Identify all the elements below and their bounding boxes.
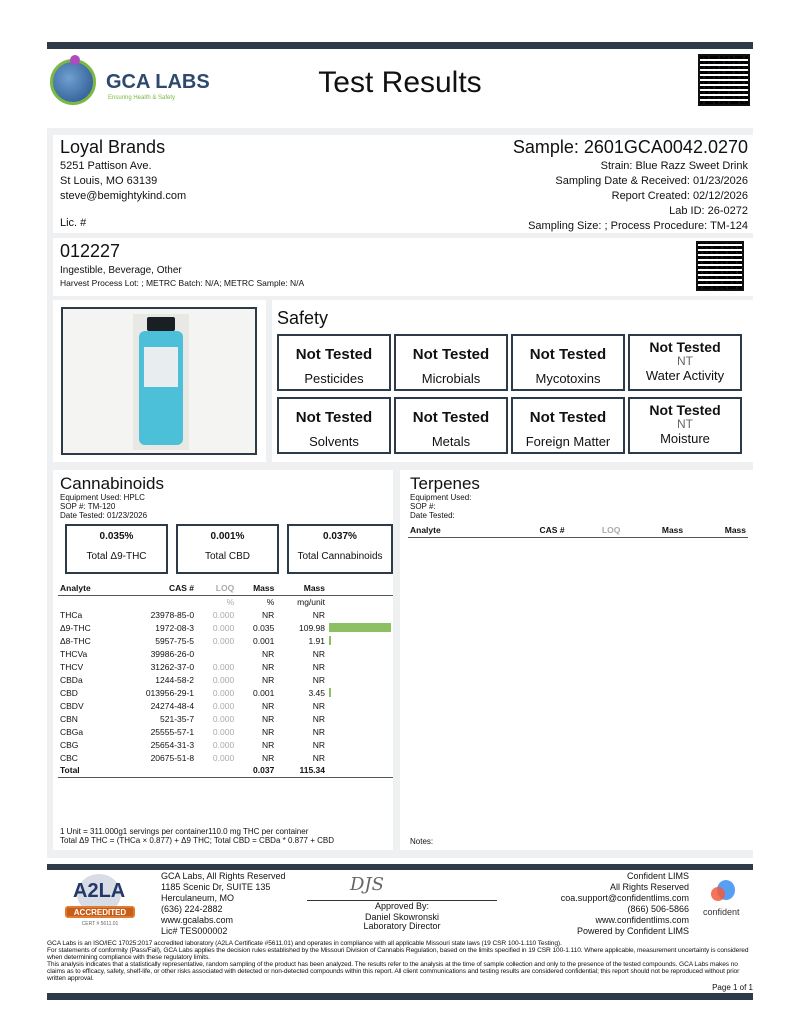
formula-note: Total Δ9 THC = (THCa × 0.877) + Δ9 THC; Total CBD = CBDa * 0.877 + CBD: [60, 836, 334, 845]
footer-bottom: [47, 940, 753, 1000]
cas-number: 39986-26-0: [150, 648, 195, 659]
table-row: [58, 634, 393, 647]
safety-status: Not Tested: [412, 346, 490, 363]
cas-number: 013956-29-1: [145, 687, 195, 698]
signer-title: Laboratory Director: [363, 921, 441, 931]
cas-number: 1244-58-2: [155, 674, 195, 685]
lims-line: (866) 506-5866: [627, 904, 689, 914]
cas-number: 23978-85-0: [150, 609, 195, 620]
loq: 0.000: [212, 687, 235, 698]
mass-mg: NR: [312, 726, 325, 737]
lab-contact: [161, 871, 286, 937]
signer-name: Daniel Skowronski: [364, 912, 440, 922]
total-cell: 115.34: [299, 765, 325, 776]
cannabinoids-title: Cannabinoids: [60, 474, 164, 493]
lims-line: Powered by Confident LIMS: [576, 926, 689, 936]
analyte: THCa: [60, 609, 83, 620]
mass-percent: 0.001: [253, 635, 275, 646]
table-row: [58, 660, 393, 673]
safety-status: Not Tested: [295, 409, 373, 426]
loq: [196, 647, 236, 660]
client-address: 5251 Pattison Ave.: [60, 160, 152, 172]
cas-number: 1972-08-3: [155, 622, 195, 633]
lims-contact: [561, 871, 689, 937]
mass-mg: NR: [312, 609, 325, 620]
cas-number: 25555-57-1: [150, 726, 195, 737]
cannabinoids-table: [58, 582, 393, 778]
safety-status: Not Tested: [649, 339, 721, 355]
bar-cell: [327, 725, 393, 738]
safety-result: NT: [677, 417, 693, 431]
client-city: St Louis, MO 63139: [60, 175, 158, 187]
page-number: Page 1 of 1: [712, 983, 753, 992]
analyte: CBGa: [60, 726, 84, 737]
analyte: CBN: [60, 713, 78, 724]
analyte: CBDa: [60, 674, 83, 685]
product-panel: [53, 238, 753, 296]
mass-bar: [329, 688, 331, 697]
column-header: CAS #: [169, 583, 195, 594]
safety-mycotoxins: [511, 334, 625, 391]
approved-label: Approved By:: [374, 901, 430, 911]
safety-status: Not Tested: [649, 402, 721, 418]
safety-metals: [394, 397, 508, 454]
column-header: Mass: [724, 525, 746, 536]
table-row: [58, 751, 393, 764]
table-row: [58, 621, 393, 634]
lims-line: Confident LIMS: [626, 871, 689, 881]
total-value: 0.001%: [210, 531, 245, 542]
total-cell: [113, 764, 196, 777]
lims-line: coa.support@confidentlims.com: [560, 893, 689, 903]
column-header: Analyte: [410, 525, 441, 536]
footer-top-bar: [47, 864, 753, 870]
mass-percent: NR: [262, 752, 275, 763]
terpenes-table: [408, 524, 748, 538]
safety-label: Mycotoxins: [535, 371, 601, 386]
mass-percent: NR: [262, 648, 275, 659]
analyte: THCV: [60, 661, 84, 672]
safety-status: Not Tested: [295, 346, 373, 363]
safety-foreign-matter: [511, 397, 625, 454]
total-box: [65, 524, 168, 574]
table-row: [58, 608, 393, 621]
table-row: [58, 686, 393, 699]
loq: 0.000: [212, 713, 235, 724]
client-license: Lic. #: [60, 217, 87, 229]
mass-percent: NR: [262, 609, 275, 620]
safety-label: Foreign Matter: [525, 434, 611, 449]
strain: Strain: Blue Razz Sweet Drink: [600, 160, 748, 172]
safety-water-activity: [628, 334, 742, 391]
mass-bar: [329, 623, 391, 632]
safety-label: Solvents: [309, 434, 359, 449]
gca-logo: GCA LABS Ensuring Health & Safety: [48, 55, 218, 115]
mass-percent: NR: [262, 700, 275, 711]
bar-cell: [327, 608, 393, 621]
safety-pesticides: [277, 334, 391, 391]
date-tested: Date Tested: 01/23/2026: [60, 511, 148, 520]
bar-cell: [327, 699, 393, 712]
mass-mg: 109.98: [299, 622, 325, 633]
mass-bar: [329, 636, 331, 645]
sop: SOP #:: [410, 502, 436, 511]
cas-number: 521-35-7: [160, 713, 195, 724]
analyte: CBD: [60, 687, 78, 698]
cas-number: 5957-75-5: [155, 635, 195, 646]
loq: 0.000: [212, 622, 235, 633]
total-row: [58, 764, 393, 777]
lab-line: (636) 224-2882: [161, 904, 223, 914]
total-cell: [196, 764, 236, 777]
terpenes-panel: [400, 470, 753, 850]
loq: 0.000: [212, 700, 235, 711]
product-type: Ingestible, Beverage, Other: [60, 265, 182, 276]
terpenes-title: Terpenes: [410, 474, 480, 493]
lab-id: Lab ID: 26-0272: [669, 205, 748, 217]
cannabinoids-panel: [53, 470, 393, 850]
bar-cell: [327, 751, 393, 764]
equipment: Equipment Used: HPLC: [60, 493, 145, 502]
bar-cell: [327, 686, 393, 699]
mass-mg: NR: [312, 648, 325, 659]
total-cell: 0.037: [253, 765, 275, 776]
safety-label: Metals: [431, 434, 471, 449]
equipment: Equipment Used:: [410, 493, 472, 502]
loq: 0.000: [212, 674, 235, 685]
bar-cell: [327, 634, 393, 647]
unit: %: [226, 596, 235, 607]
loq: 0.000: [212, 635, 235, 646]
total-cell: Total: [60, 765, 80, 776]
safety-moisture: [628, 397, 742, 454]
mass-percent: NR: [262, 726, 275, 737]
column-header: Analyte: [60, 583, 91, 594]
cas-number: 20675-51-8: [150, 752, 195, 763]
total-value: 0.035%: [99, 531, 134, 542]
column-header: LOQ: [215, 583, 235, 594]
analyte: CBG: [60, 739, 79, 750]
table-row: [58, 738, 393, 751]
safety-label: Pesticides: [304, 371, 364, 386]
unit: [113, 595, 196, 608]
mass-mg: NR: [312, 752, 325, 763]
total-box: [287, 524, 393, 574]
column-header: Mass: [303, 583, 325, 594]
confident-logo: confident: [703, 880, 747, 920]
disclaimer-line: This analysis indicates that a statistically representative, random sampling of the product has been analyzed. The results refer to the analysis at the time of sample collection and only to the presence of the tested compounds. GCA Labs makes no claims as to efficacy, safety, shelf-life, or other risks associated with detected or non-detected compounds within this report. All client communications and testing results are considered confidential; this report should not be reproduced without prior written approval.: [47, 961, 740, 982]
disclaimer: [47, 940, 753, 982]
bar-cell: [327, 712, 393, 725]
qr-code-icon: [698, 54, 750, 106]
safety-status: Not Tested: [529, 409, 607, 426]
analyte: CBDV: [60, 700, 84, 711]
analyte: THCVa: [60, 648, 88, 659]
table-row: [58, 673, 393, 686]
safety-label: Water Activity: [645, 368, 725, 383]
safety-label: Microbials: [421, 371, 481, 386]
lab-line: Lic# TES000002: [161, 926, 228, 936]
bar-cell: [327, 660, 393, 673]
safety-result: NT: [677, 354, 693, 368]
mass-percent: 0.035: [253, 622, 275, 633]
image-panel: [53, 300, 266, 462]
loq: 0.000: [212, 661, 235, 672]
disclaimer-line: GCA Labs is an ISO/IEC 17025:2017 accredited laboratory (A2LA Certificate #5611.01) and operates in compliance with all applicable Missouri state laws (19 CSR 100-1.110 Testing).: [47, 940, 562, 947]
mass-mg: NR: [312, 661, 325, 672]
cas-number: 25654-31-3: [150, 739, 195, 750]
product-photo: [61, 307, 257, 455]
mass-mg: 1.91: [308, 635, 325, 646]
a2la-logo: A2LA ACCREDITED CERT # 5611.01: [65, 874, 135, 930]
lab-line: 1185 Scenic Dr, SUITE 135: [161, 882, 271, 892]
unit: mg/unit: [297, 596, 325, 607]
unit: %: [266, 596, 275, 607]
loq: 0.000: [212, 752, 235, 763]
bar-cell: [327, 738, 393, 751]
disclaimer-line: For statements of conformity (Pass/Fail), GCA Labs applies the decision rules established by the Missouri Division of Cannabis Regulation, based on the limits specified in 19 CSR 100-1.110. Where applicable, measurement uncertainty is considered when determining compliance with these regulatory limits.: [47, 947, 749, 961]
mass-percent: NR: [262, 674, 275, 685]
total-box: [176, 524, 279, 574]
qr-code-icon: [696, 241, 744, 291]
safety-panel: [272, 300, 753, 462]
signature: DJS: [350, 874, 384, 895]
column-header: Mass: [661, 525, 684, 536]
total-label: Total Δ9-THC: [86, 551, 147, 562]
cas-number: 24274-48-4: [150, 700, 195, 711]
bar-cell: [327, 621, 393, 634]
sampling-date: Sampling Date & Received: 01/23/2026: [555, 175, 748, 187]
page-title: Test Results: [318, 66, 482, 99]
column-header: CAS #: [539, 525, 565, 536]
safety-label: Moisture: [660, 431, 710, 446]
mass-mg: NR: [312, 739, 325, 750]
mass-percent: NR: [262, 739, 275, 750]
total-label: Total Cannabinoids: [297, 551, 383, 562]
safety-solvents: [277, 397, 391, 454]
sop: SOP #: TM-120: [60, 502, 116, 511]
lab-line: Herculaneum, MO: [161, 893, 235, 903]
unit: [58, 595, 113, 608]
bar-cell: [327, 673, 393, 686]
mass-percent: NR: [262, 713, 275, 724]
cas-number: 31262-37-0: [150, 661, 195, 672]
mass-mg: NR: [312, 713, 325, 724]
product-lot: Harvest Process Lot: ; METRC Batch: N/A; METRC Sample: N/A: [60, 278, 305, 288]
loq: 0.000: [212, 726, 235, 737]
mass-percent: NR: [262, 661, 275, 672]
mass-mg: NR: [312, 674, 325, 685]
safety-microbials: [394, 334, 508, 391]
client-name: Loyal Brands: [60, 137, 166, 157]
loq: 0.000: [212, 609, 235, 620]
unit-note: 1 Unit = 311.000g1 servings per container110.0 mg THC per container: [60, 827, 309, 836]
table-row: [58, 699, 393, 712]
sampling-size: Sampling Size: ; Process Procedure: TM-124: [528, 220, 748, 232]
table-row: [58, 712, 393, 725]
mass-mg: 3.45: [308, 687, 325, 698]
safety-title: Safety: [277, 308, 329, 328]
mass-mg: NR: [312, 700, 325, 711]
analyte: CBC: [60, 752, 78, 763]
safety-status: Not Tested: [412, 409, 490, 426]
footer-bottom-bar: [47, 993, 753, 1000]
safety-status: Not Tested: [529, 346, 607, 363]
product-code: 012227: [60, 241, 121, 261]
lab-line: www.gcalabs.com: [161, 915, 234, 925]
bar-cell: [327, 647, 393, 660]
mass-percent: 0.001: [253, 687, 275, 698]
lims-line: www.confidentlims.com: [595, 915, 689, 925]
table-row: [58, 725, 393, 738]
loq: 0.000: [212, 739, 235, 750]
notes: Notes:: [410, 837, 434, 846]
lab-line: GCA Labs, All Rights Reserved: [161, 871, 286, 881]
sample-id: Sample: 2601GCA0042.0270: [512, 137, 748, 157]
analyte: Δ9-THC: [60, 622, 91, 633]
lims-line: All Rights Reserved: [609, 882, 689, 892]
total-value: 0.037%: [323, 531, 357, 542]
column-header: Mass: [253, 583, 275, 594]
column-header: LOQ: [601, 525, 621, 536]
report-date: Report Created: 02/12/2026: [611, 190, 748, 202]
analyte: Δ8-THC: [60, 635, 91, 646]
top-bar: [47, 42, 753, 49]
table-row: [58, 647, 393, 660]
date-tested: Date Tested:: [410, 511, 455, 520]
total-label: Total CBD: [204, 551, 250, 562]
client-panel: [53, 135, 753, 233]
client-email: steve@bemightykind.com: [60, 190, 187, 202]
